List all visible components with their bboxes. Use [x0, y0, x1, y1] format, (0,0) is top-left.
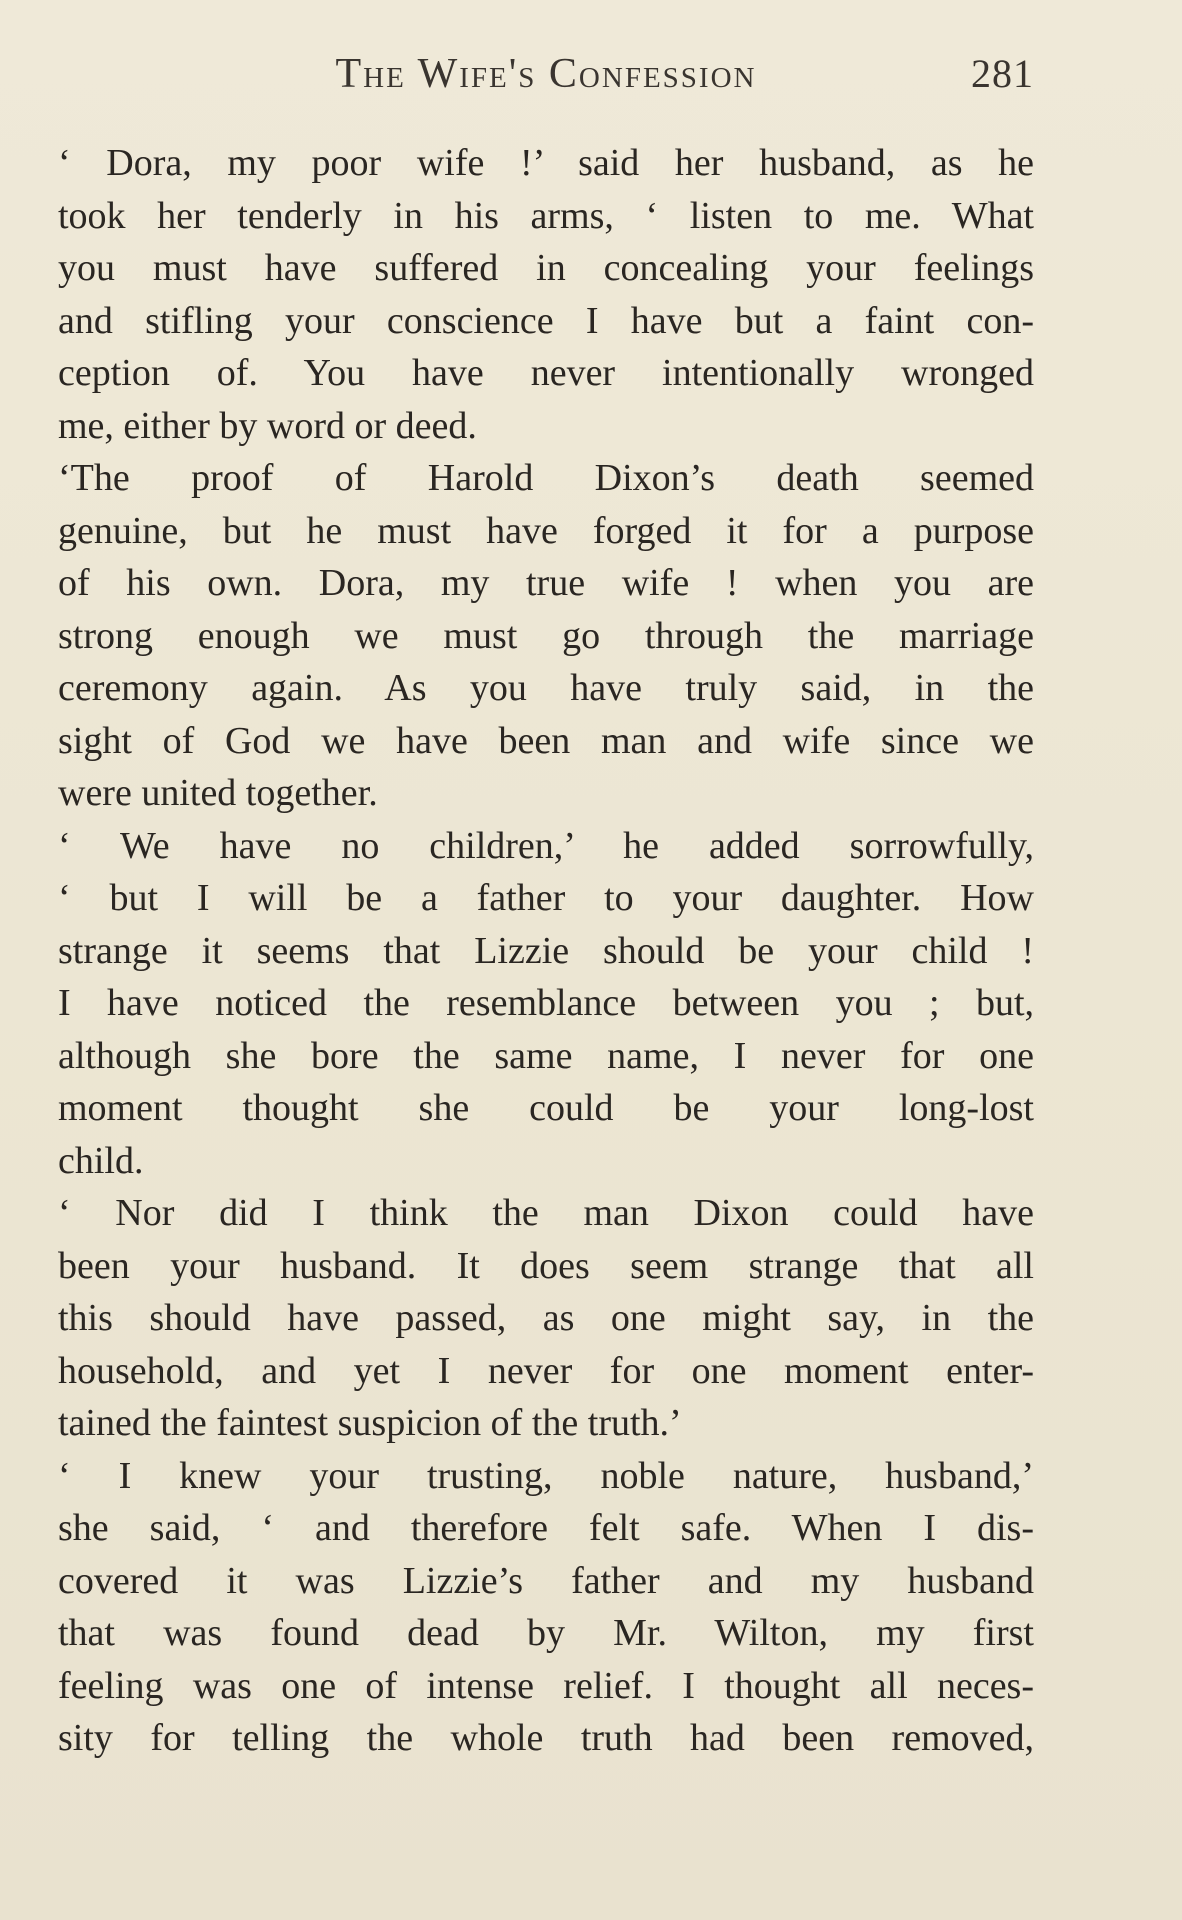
text-line: ‘ I knew your trusting, noble nature, husband,’	[58, 1454, 1034, 1497]
text-line: that was found dead by Mr. Wilton, my first	[58, 1612, 1034, 1654]
text-line: sight of God we have been man and wife since we	[58, 719, 1034, 762]
text-line: she said, ‘ and therefore felt safe. When I dis-	[58, 1507, 1034, 1549]
text-line: child.	[58, 1139, 144, 1182]
text-line: I have noticed the resemblance between you ; but,	[58, 982, 1034, 1024]
text-line: and stifling your conscience I have but a faint con-	[58, 299, 1034, 342]
running-head	[58, 50, 1034, 110]
body-text	[58, 137, 1034, 1765]
text-line: ceremony again. As you have truly said, in the	[58, 667, 1034, 709]
text-line: of his own. Dora, my true wife ! when you are	[58, 562, 1034, 604]
text-line: strange it seems that Lizzie should be your child !	[58, 929, 1034, 972]
running-title: The Wife's Confession	[335, 51, 757, 97]
text-line: household, and yet I never for one moment enter-	[58, 1349, 1034, 1392]
text-line: sity for telling the whole truth had been removed,	[58, 1717, 1034, 1759]
text-line: ception of. You have never intentionally wronged	[58, 352, 1034, 394]
text-line: although she bore the same name, I never for one	[58, 1034, 1034, 1077]
text-line: strong enough we must go through the marriage	[58, 614, 1034, 657]
text-line: me, either by word or deed.	[58, 404, 477, 447]
page-number: 281	[971, 51, 1034, 96]
text-line: ‘ Nor did I think the man Dixon could have	[58, 1192, 1034, 1234]
text-line: feeling was one of intense relief. I thought all neces-	[58, 1664, 1034, 1707]
text-line: tained the faintest suspicion of the truth.’	[58, 1402, 682, 1444]
text-line: ‘ We have no children,’ he added sorrowfully,	[58, 824, 1034, 867]
text-line: moment thought she could be your long-lost	[58, 1087, 1034, 1129]
text-line: you must have suffered in concealing your feelings	[58, 247, 1034, 289]
text-line: this should have passed, as one might say, in the	[58, 1297, 1034, 1339]
text-line: been your husband. It does seem strange that all	[58, 1244, 1034, 1287]
text-line: were united together.	[58, 772, 378, 814]
text-line: took her tenderly in his arms, ‘ listen to me. What	[58, 194, 1034, 237]
text-line: covered it was Lizzie’s father and my husband	[58, 1559, 1034, 1602]
text-line: genuine, but he must have forged it for a purpose	[58, 509, 1034, 552]
text-line: ‘The proof of Harold Dixon’s death seemed	[58, 457, 1034, 499]
text-line: ‘ but I will be a father to your daughter. How	[58, 877, 1034, 919]
text-line: ‘ Dora, my poor wife !’ said her husband, as he	[58, 142, 1034, 184]
